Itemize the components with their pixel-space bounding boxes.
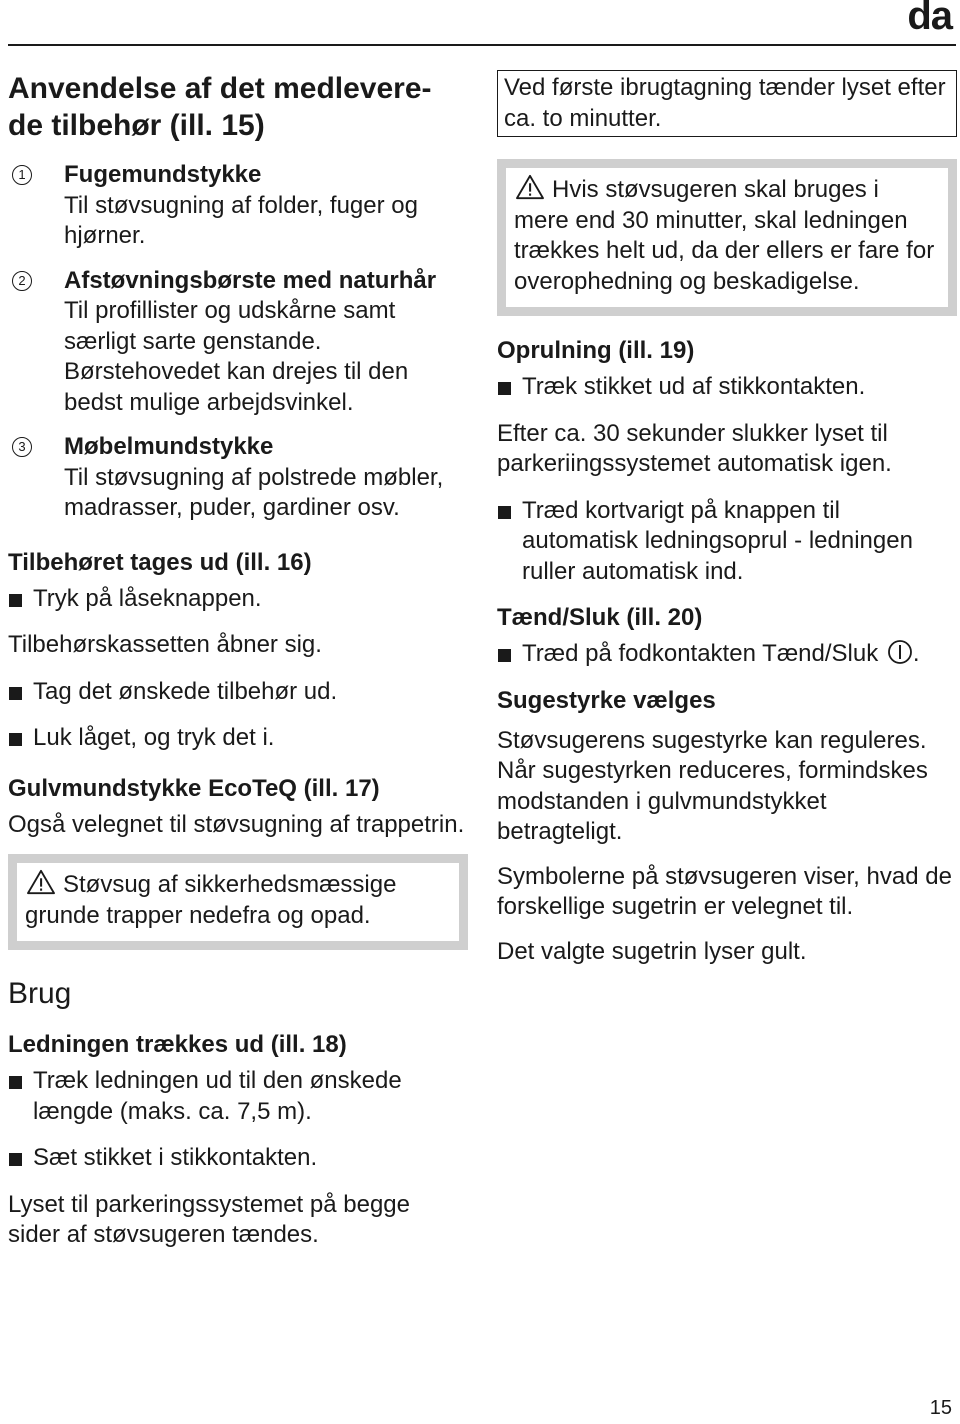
number-circle-icon: 2 [12, 271, 32, 291]
cord-warning-text: Hvis støvsugeren skal bruges i mere end 30 minutter, skal ledningen trækkes helt ud, da der ellers er fare for overophedning og beskadigelse. [514, 176, 935, 295]
left-column [8, 70, 468, 1251]
power-switch-icon [887, 639, 913, 665]
accessory-description: Til støvsugning af polstrede møbler, madrasser, puder, gardiner osv. [64, 463, 444, 521]
remove-accessory-heading: Tilbehøret tages ud (ill. 16) [8, 548, 312, 576]
accessory-description: Til støvsugning af folder, fuger og hjørner. [64, 191, 418, 249]
cord-out-heading: Ledningen trækkes ud (ill. 18) [8, 1031, 347, 1058]
remove-step-1: Tryk på låseknappen. [8, 584, 468, 615]
remove-step-2: Tag det ønskede tilbehør ud. [8, 677, 468, 708]
warning-triangle-icon [25, 869, 57, 895]
rewind-step-2: Træd kortvarigt på knappen til automatisk ledningsoprul - ledningen ruller automatisk ind. [497, 496, 957, 588]
language-tag: da [907, 0, 952, 38]
floor-tool-text: Også velegnet til støvsugning af trappetrin. [8, 810, 465, 838]
suction-paragraph-3: Det valgte sugetrin lyser gult. [497, 937, 807, 965]
onoff-heading: Tænd/Sluk (ill. 20) [497, 604, 703, 631]
suction-heading: Sugestyrke vælges [497, 686, 716, 714]
cord-step-2: Sæt stikket i stikkontakten. [8, 1143, 468, 1174]
rewind-note: Efter ca. 30 sekunder slukker lyset til parkeriingssystemet automatisk igen. [497, 419, 892, 477]
cord-note: Lyset til parkeringssystemet på begge sider af støvsugeren tændes. [8, 1190, 410, 1248]
right-column [497, 74, 957, 967]
stairs-warning-box [8, 854, 468, 950]
page-number: 15 [929, 1397, 952, 1419]
cord-step-1: Træk ledningen ud til den ønskede længde (maks. ca. 7,5 m). [8, 1066, 468, 1127]
accessory-item-1 [8, 160, 468, 252]
header-rule [8, 44, 956, 46]
rewind-step-1: Træk stikket ud af stikkontakten. [497, 372, 957, 403]
stairs-warning-text: Støvsug af sikkerhedsmæssige grunde trapper nedefra og opad. [25, 871, 397, 929]
cord-warning-box [497, 159, 957, 316]
suction-paragraph-2: Symbolerne på støvsugeren viser, hvad de forskellige sugetrin er velegnet til. [497, 862, 952, 920]
onoff-step [497, 639, 957, 670]
number-circle-icon: 1 [12, 165, 32, 185]
use-heading: Brug [8, 977, 72, 1010]
rewind-heading: Oprulning (ill. 19) [497, 337, 695, 364]
floor-tool-heading: Gulvmundstykke EcoTeQ (ill. 17) [8, 774, 380, 802]
light-note-box: Ved første ibrugtagning tænder lyset efter ca. to minutter. [497, 70, 957, 137]
number-circle-icon: 3 [12, 437, 32, 457]
accessory-title: Møbelmundstykke [64, 433, 274, 460]
remove-step-3: Luk låget, og tryk det i. [8, 723, 468, 754]
onoff-step-end: . [912, 640, 920, 667]
accessory-item-3 [8, 432, 468, 524]
accessory-title: Afstøvningsbørste med naturhår [64, 266, 437, 294]
warning-triangle-icon [514, 174, 546, 200]
suction-paragraph-1: Støvsugerens sugestyrke kan reguleres. Når sugestyrken reduceres, formindskes modstanden i gulvmundstykket betragteligt. [497, 726, 928, 845]
accessory-item-2 [8, 266, 468, 419]
accessory-description: Til profillister og udskårne samt særligt sarte genstande. Børstehovedet kan drejes til den bedst mulige arbejdsvinkel. [64, 297, 409, 416]
accessory-title: Fugemundstykke [64, 161, 262, 188]
onoff-step-text: Træd på fodkontakten Tænd/Sluk [522, 640, 879, 667]
accessories-heading: Anvendelse af det medlevere- de tilbehør (ill. 15) [8, 72, 432, 142]
remove-note: Tilbehørskassetten åbner sig. [8, 631, 322, 658]
